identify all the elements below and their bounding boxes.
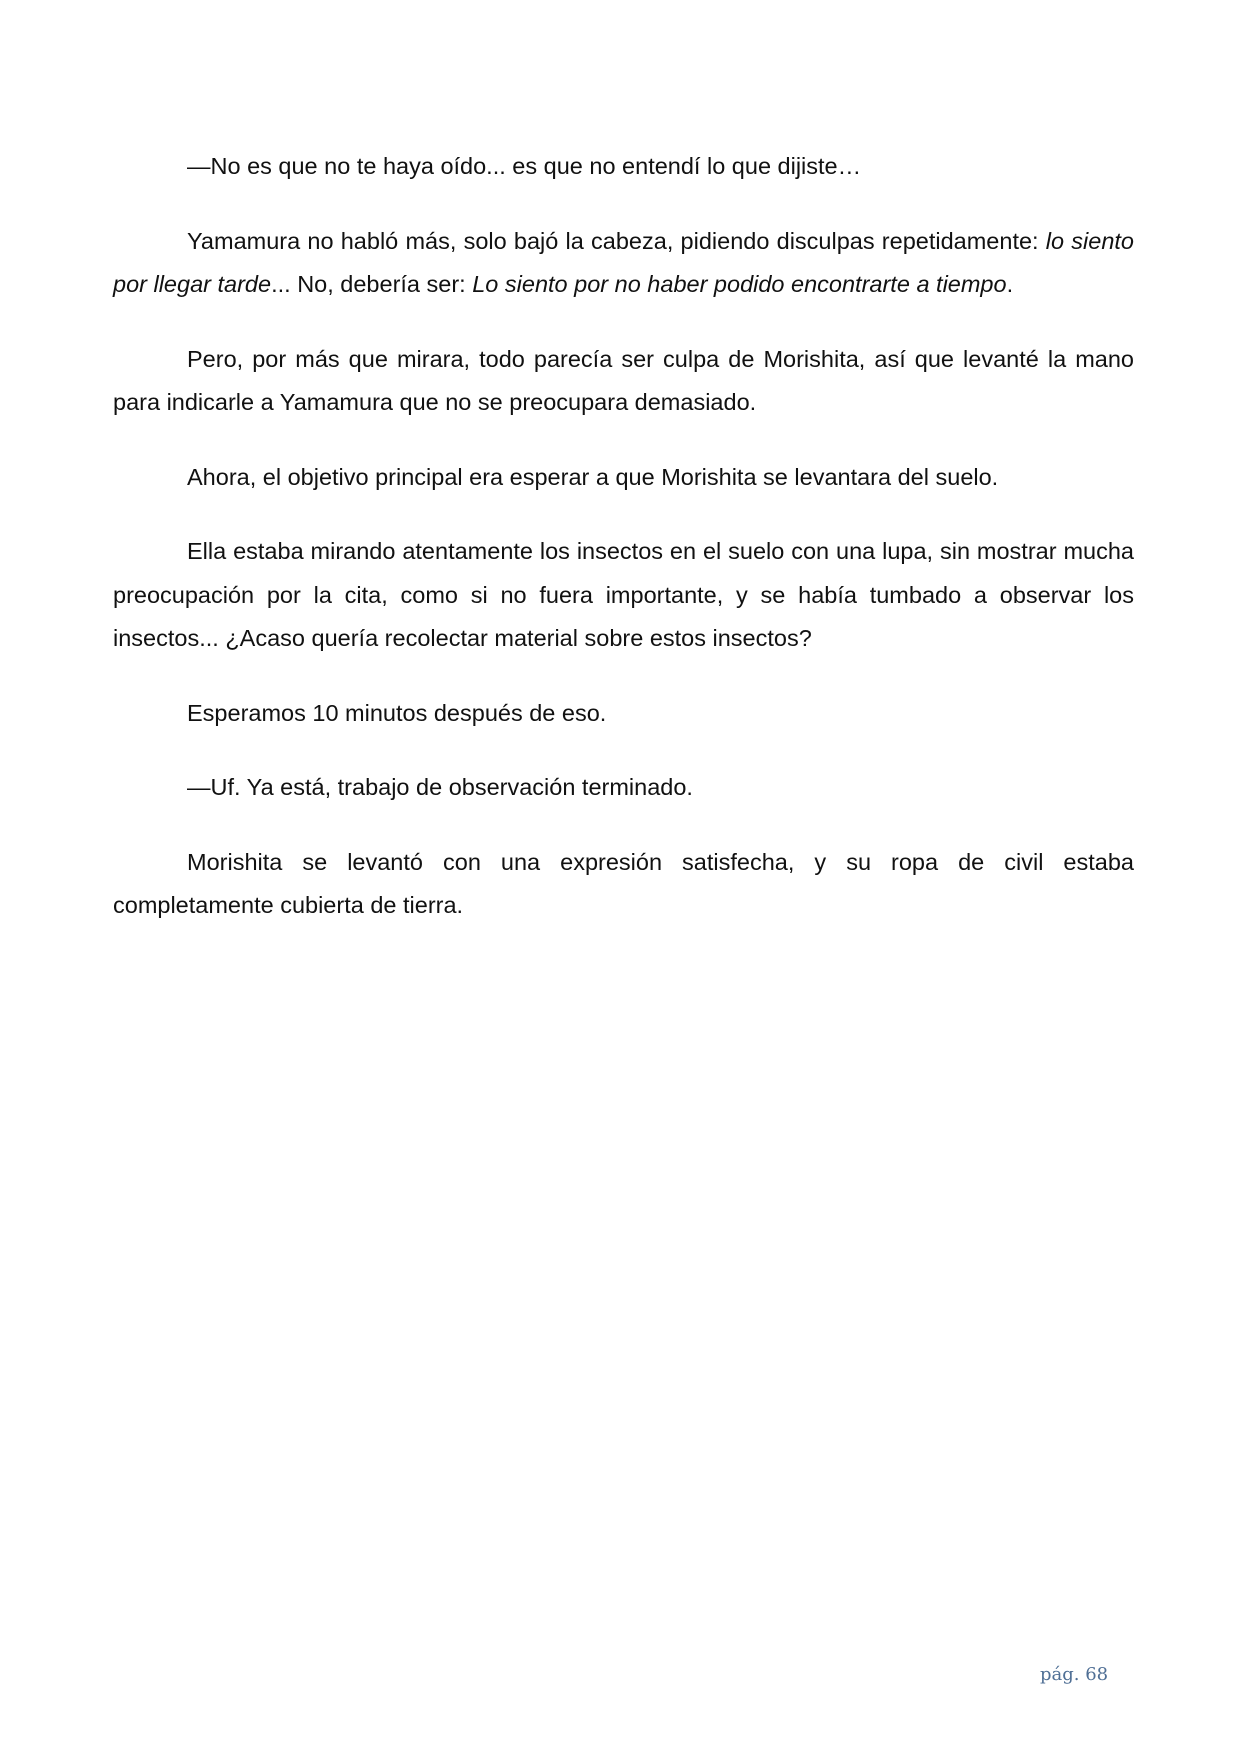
italic-text: Lo siento por no haber podido encontrarte a tiempo	[472, 271, 1007, 297]
text-segment: .	[1006, 271, 1014, 297]
text-segment: —Uf. Ya está, trabajo de observación terminado.	[187, 774, 693, 800]
page-number: pág. 68	[1040, 1664, 1109, 1685]
paragraph	[113, 766, 1134, 810]
text-segment: Yamamura no habló más, solo bajó la cabeza, pidiendo disculpas repetidamente:	[187, 227, 1046, 254]
text-segment: Morishita se levantó con una expresión satisfecha, y su ropa de civil estaba completamente cubierta de tierra.	[113, 848, 1134, 918]
paragraph	[113, 145, 1134, 189]
paragraph	[113, 841, 1134, 928]
paragraph	[113, 338, 1134, 425]
italic-text: lo siento por llegar tarde	[113, 227, 1134, 297]
text-segment: Pero, por más que mirara, todo parecía ser culpa de Morishita, así que levanté la mano para indicarle a Yamamura que no se preocupara demasiado.	[113, 345, 1134, 415]
paragraph	[113, 220, 1134, 307]
paragraph	[113, 456, 1134, 500]
text-segment: ... No, debería ser:	[271, 271, 473, 297]
body-text	[113, 145, 1134, 959]
text-segment: Esperamos 10 minutos después de eso.	[187, 699, 607, 726]
text-segment: —No es que no te haya oído... es que no entendí lo que dijiste…	[187, 153, 862, 179]
text-segment: Ella estaba mirando atentamente los insectos en el suelo con una lupa, sin mostrar mucha preocupación por la cita, como si no fuera importante, y se había tumbado a observar los insectos... ¿Acaso quería recolectar material sobre estos insectos?	[113, 538, 1134, 651]
text-segment: Ahora, el objetivo principal era esperar a que Morishita se levantara del suelo.	[187, 463, 999, 490]
paragraph	[113, 692, 1134, 736]
paragraph	[113, 530, 1134, 661]
